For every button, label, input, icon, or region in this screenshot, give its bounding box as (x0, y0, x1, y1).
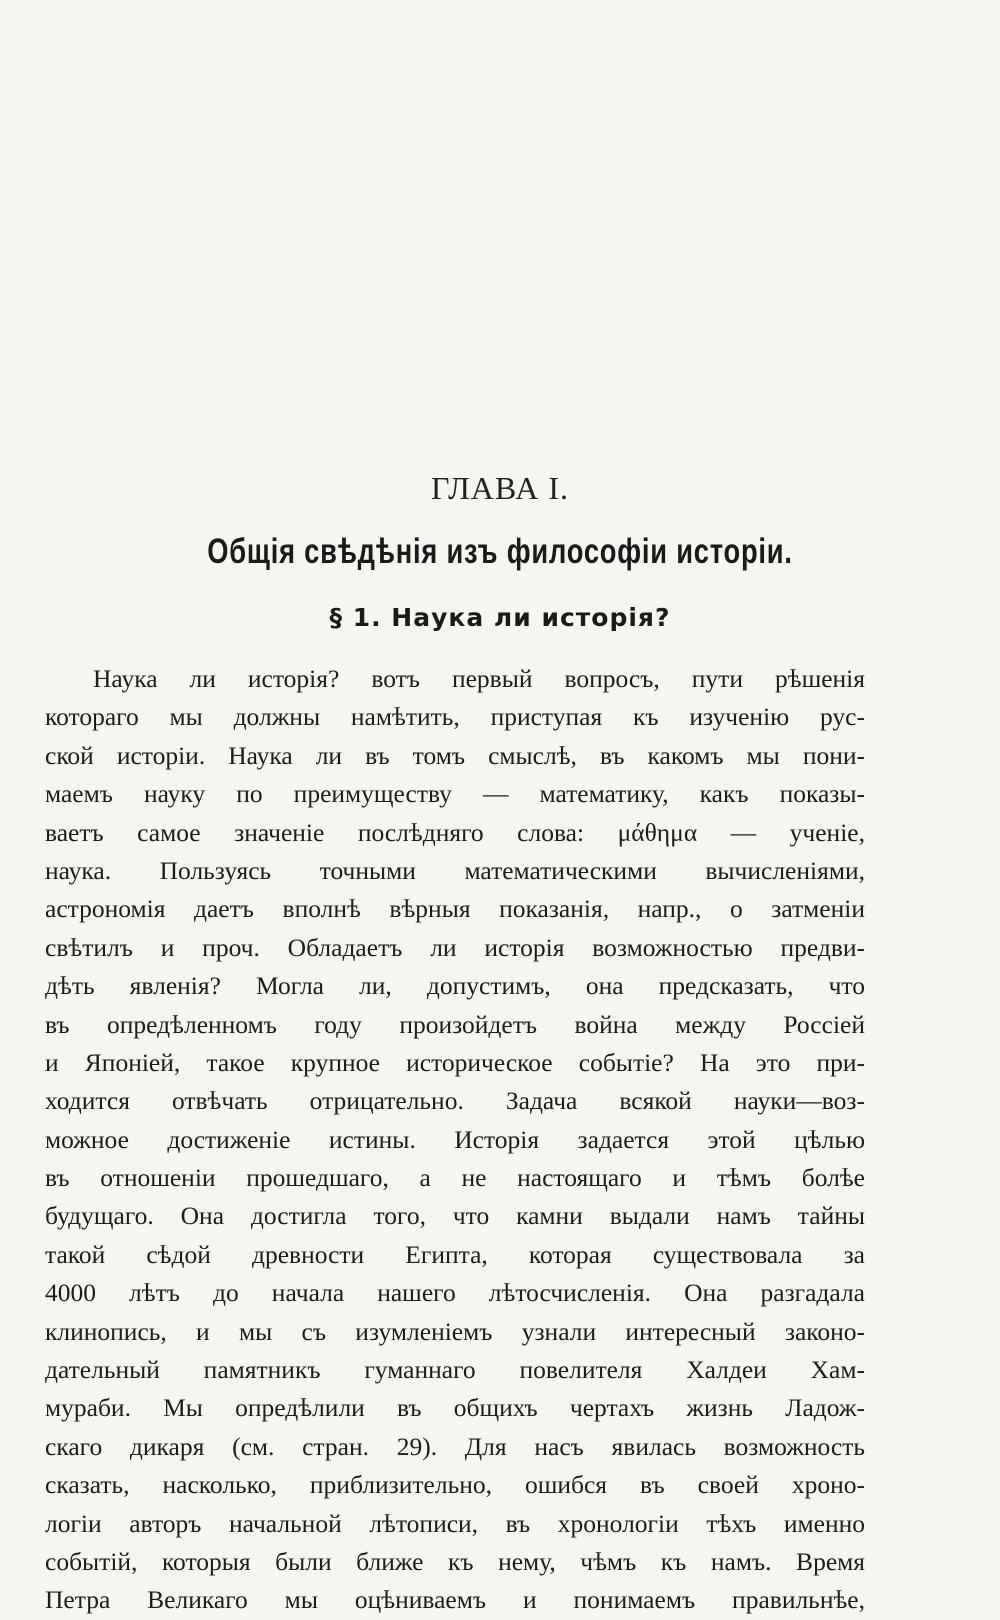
text-line: котораго мы должны намѣтить, приступая къ изученію рус- (45, 702, 865, 732)
text-line: клинопись, и мы съ изумленіемъ узнали интересный законо- (45, 1316, 865, 1346)
text-line: скаго дикаря (см. стран. 29). Для насъ явилась возможность (45, 1431, 865, 1461)
text-line: такой сѣдой древности Египта, которая существовала за (45, 1239, 865, 1269)
text-line: наука. Пользуясь точными математическими вычисленіями, (45, 855, 865, 885)
section-heading: § 1. Наука ли исторія? (329, 603, 671, 632)
text-line: Наука ли исторія? вотъ первый вопросъ, пути рѣшенія (93, 664, 865, 693)
text-line: будущаго. Она достигла того, что камни выдали намъ тайны (45, 1201, 865, 1231)
body-text (45, 660, 865, 1620)
text-line: дѣть явленія? Могла ли, допустимъ, она предсказать, что (45, 971, 865, 1001)
text-line: можное достиженіе истины. Исторія задается этой цѣлью (45, 1124, 865, 1154)
text-line: въ опредѣленномъ году произойдетъ война между Россіей (45, 1009, 865, 1039)
text-line: событій, которыя были ближе къ нему, чѣмъ къ намъ. Время (45, 1546, 865, 1576)
text-line: Петра Великаго мы оцѣниваемъ и понимаемъ правильнѣе, (45, 1585, 865, 1615)
text-line: ваетъ самое значеніе послѣдняго слова: μάθημα — ученіе, (45, 817, 865, 847)
text-line: 4000 лѣтъ до начала нашего лѣтосчисленія. Она разгадала (45, 1278, 865, 1308)
text-line: мураби. Мы опредѣлили въ общихъ чертахъ жизнь Ладож- (45, 1393, 865, 1423)
text-line: въ отношеніи прошедшаго, а не настоящаго и тѣмъ болѣе (45, 1163, 865, 1193)
text-line: астрономія даетъ вполнѣ вѣрныя показанія, напр., о затменіи (45, 894, 865, 924)
text-line: дательный памятникъ гуманнаго повелителя Халдеи Хам- (45, 1355, 865, 1385)
text-line: и Японіей, такое крупное историческое событіе? На это при- (45, 1047, 865, 1077)
text-line: ской исторіи. Наука ли въ томъ смыслѣ, въ какомъ мы пони- (45, 740, 865, 770)
text-line: маемъ науку по преимуществу — математику, какъ показы- (45, 779, 865, 809)
chapter-title: Общія свѣдѣнія изъ философіи исторіи. (207, 532, 793, 571)
text-line: свѣтилъ и проч. Обладаетъ ли исторія возможностью предви- (45, 932, 865, 962)
text-line: логіи авторъ начальной лѣтописи, въ хронологіи тѣхъ именно (45, 1508, 865, 1538)
chapter-heading: ГЛАВА I. (431, 470, 569, 506)
text-line: ходится отвѣчать отрицательно. Задача всякой науки—воз- (45, 1086, 865, 1116)
text-line: сказать, насколько, приблизительно, ошибся въ своей хроно- (45, 1470, 865, 1500)
